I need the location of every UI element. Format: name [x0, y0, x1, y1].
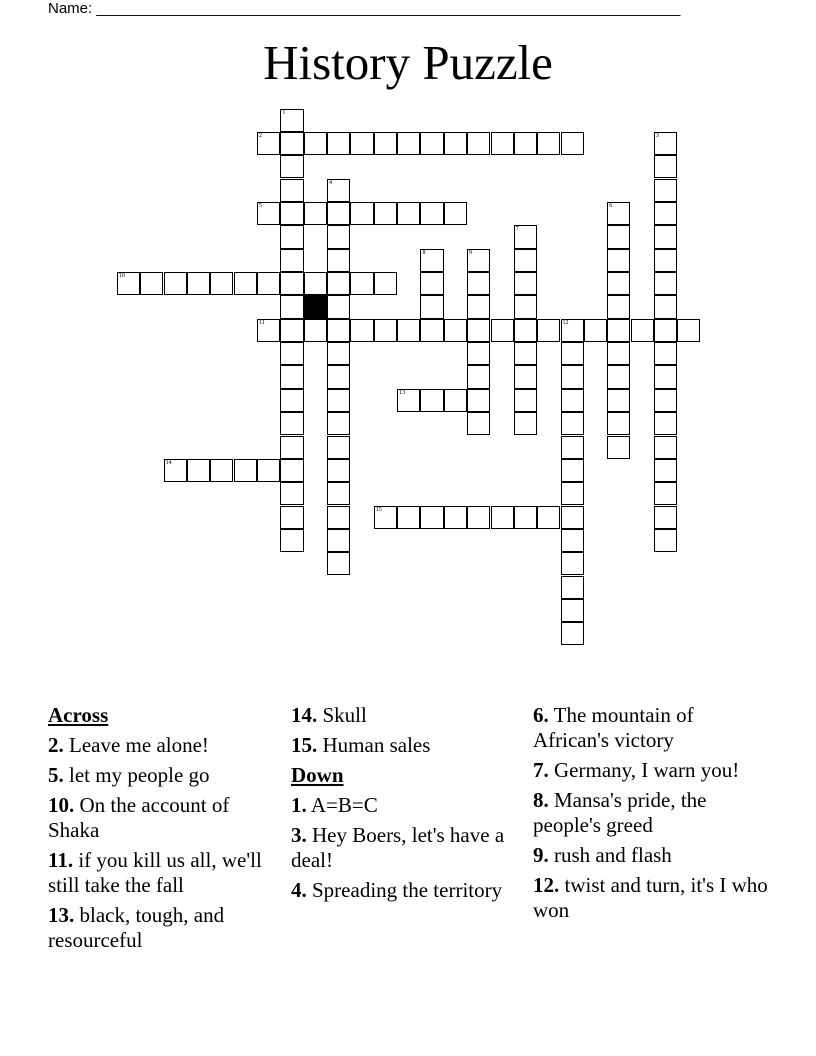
grid-cell[interactable]: [397, 202, 420, 225]
grid-cell[interactable]: [420, 389, 443, 412]
clue-across-13: [48, 903, 284, 953]
cell-number: 8: [422, 249, 426, 256]
grid-cell[interactable]: [280, 109, 303, 132]
clue-number: 12.: [533, 873, 560, 897]
grid-cell[interactable]: [257, 319, 280, 342]
clue-text: let my people go: [69, 763, 210, 787]
clue-number: 9.: [533, 843, 549, 867]
clue-down-12: [533, 873, 773, 923]
grid-cell[interactable]: [607, 412, 630, 435]
clue-down-1: [291, 793, 527, 818]
grid-cell[interactable]: [654, 295, 677, 318]
clue-number: 5.: [48, 763, 64, 787]
grid-cell[interactable]: [444, 132, 467, 155]
grid-cell[interactable]: [397, 506, 420, 529]
grid-cell[interactable]: [280, 342, 303, 365]
down-heading: Down: [291, 763, 344, 787]
cell-number: 14: [165, 459, 172, 466]
cell-number: 12: [562, 319, 569, 326]
grid-cell[interactable]: [491, 506, 514, 529]
grid-cell[interactable]: [514, 389, 537, 412]
grid-cell[interactable]: [327, 506, 350, 529]
clue-number: 1.: [291, 793, 307, 817]
clue-across-10: [48, 793, 284, 843]
clue-text: twist and turn, it's I who won: [533, 873, 768, 922]
grid-cell[interactable]: [607, 389, 630, 412]
grid-cell[interactable]: [327, 552, 350, 575]
grid-cell[interactable]: [537, 319, 560, 342]
grid-cell[interactable]: [514, 365, 537, 388]
grid-cell[interactable]: [607, 249, 630, 272]
grid-cell[interactable]: [257, 272, 280, 295]
grid-cell[interactable]: [654, 342, 677, 365]
grid-cell[interactable]: [327, 365, 350, 388]
grid-cell[interactable]: [514, 342, 537, 365]
grid-cell[interactable]: [561, 482, 584, 505]
clue-text: rush and flash: [554, 843, 672, 867]
grid-cell[interactable]: [327, 459, 350, 482]
grid-cell[interactable]: [654, 272, 677, 295]
grid-cell[interactable]: [561, 319, 584, 342]
grid-cell[interactable]: [654, 319, 677, 342]
clues-column-3: [533, 703, 773, 928]
grid-cell[interactable]: [257, 132, 280, 155]
page-title: History Puzzle: [263, 35, 553, 90]
grid-cell[interactable]: [561, 365, 584, 388]
cell-number: 6: [609, 203, 613, 209]
grid-cell[interactable]: [444, 319, 467, 342]
cell-number: 5: [259, 203, 262, 209]
grid-cell[interactable]: [654, 459, 677, 482]
clue-number: 13.: [48, 903, 75, 927]
clue-down-6: [533, 703, 773, 753]
grid-cell[interactable]: [654, 436, 677, 459]
grid-cell[interactable]: [584, 319, 607, 342]
grid-cell[interactable]: [374, 132, 397, 155]
clue-down-3: [291, 823, 527, 873]
grid-cell[interactable]: [164, 272, 187, 295]
black-square: [304, 295, 327, 318]
grid-cell[interactable]: [607, 342, 630, 365]
grid-cell[interactable]: [514, 272, 537, 295]
grid-cell[interactable]: [444, 506, 467, 529]
clue-text: Germany, I warn you!: [554, 758, 740, 782]
grid-cell[interactable]: [677, 319, 700, 342]
grid-cell[interactable]: [280, 202, 303, 225]
clue-text: Hey Boers, let's have a deal!: [291, 823, 505, 872]
grid-cell[interactable]: [561, 389, 584, 412]
clue-down-9: [533, 843, 773, 868]
grid-cell[interactable]: [420, 506, 443, 529]
clue-text: The mountain of African's victory: [533, 703, 694, 752]
grid-cell[interactable]: [654, 249, 677, 272]
clue-number: 6.: [533, 703, 549, 727]
grid-cell[interactable]: [420, 202, 443, 225]
grid-cell[interactable]: [561, 436, 584, 459]
grid-cell[interactable]: [304, 319, 327, 342]
clue-across-2: [48, 733, 284, 758]
grid-cell[interactable]: [654, 202, 677, 225]
grid-cell[interactable]: [420, 132, 443, 155]
grid-cell[interactable]: [654, 389, 677, 412]
clue-number: 8.: [533, 788, 549, 812]
cell-number: 1: [282, 109, 286, 116]
grid-cell[interactable]: [467, 249, 490, 272]
grid-cell[interactable]: [467, 272, 490, 295]
clue-text: Leave me alone!: [69, 733, 209, 757]
grid-cell[interactable]: [234, 459, 257, 482]
grid-cell[interactable]: [561, 599, 584, 622]
grid-cell[interactable]: [187, 459, 210, 482]
grid-cell[interactable]: [420, 272, 443, 295]
across-heading: Across: [48, 703, 109, 727]
clue-across-5: [48, 763, 284, 788]
grid-cell[interactable]: [280, 436, 303, 459]
clue-number: 3.: [291, 823, 307, 847]
grid-cell[interactable]: [654, 529, 677, 552]
grid-cell[interactable]: [327, 225, 350, 248]
grid-cell[interactable]: [654, 155, 677, 178]
grid-cell[interactable]: [514, 225, 537, 248]
grid-cell[interactable]: [561, 622, 584, 645]
grid-cell[interactable]: [561, 459, 584, 482]
grid-cell[interactable]: [304, 272, 327, 295]
grid-cell[interactable]: [327, 436, 350, 459]
clue-text: Mansa's pride, the people's greed: [533, 788, 707, 837]
grid-cell[interactable]: [327, 249, 350, 272]
grid-cell[interactable]: [561, 552, 584, 575]
clue-number: 11.: [48, 848, 74, 872]
grid-cell[interactable]: [467, 389, 490, 412]
grid-cell[interactable]: [280, 459, 303, 482]
clue-down-8: [533, 788, 773, 838]
grid-cell[interactable]: [280, 389, 303, 412]
grid-cell[interactable]: [561, 576, 584, 599]
grid-cell[interactable]: [467, 342, 490, 365]
clue-text: if you kill us all, we'll still take the fall: [48, 848, 262, 897]
cell-number: 11: [259, 319, 265, 326]
grid-cell[interactable]: [210, 272, 233, 295]
grid-cell[interactable]: [561, 412, 584, 435]
grid-cell[interactable]: [280, 155, 303, 178]
grid-cell[interactable]: [607, 295, 630, 318]
grid-cell[interactable]: [257, 459, 280, 482]
clues-column-2: [291, 703, 527, 908]
grid-cell[interactable]: [327, 202, 350, 225]
clue-text: Skull: [322, 703, 367, 727]
grid-cell[interactable]: [327, 342, 350, 365]
grid-cell[interactable]: [654, 179, 677, 202]
clue-number: 7.: [533, 758, 549, 782]
grid-cell[interactable]: [327, 482, 350, 505]
grid-cell[interactable]: [607, 319, 630, 342]
grid-cell[interactable]: [607, 436, 630, 459]
grid-cell[interactable]: [444, 202, 467, 225]
grid-cell[interactable]: [607, 365, 630, 388]
clue-number: 4.: [291, 878, 307, 902]
grid-cell[interactable]: [164, 459, 187, 482]
name-field[interactable]: Name: ______________________________________________________________________: [48, 0, 681, 17]
clue-text: Spreading the territory: [312, 878, 503, 902]
grid-cell[interactable]: [327, 319, 350, 342]
clue-text: On the account of Shaka: [48, 793, 230, 842]
grid-cell[interactable]: [350, 272, 373, 295]
grid-cell[interactable]: [327, 529, 350, 552]
clue-across-14: [291, 703, 527, 728]
clue-down-4: [291, 878, 527, 903]
grid-cell[interactable]: [514, 412, 537, 435]
grid-cell[interactable]: [654, 132, 677, 155]
cell-number: 4: [329, 179, 333, 186]
grid-cell[interactable]: [514, 132, 537, 155]
grid-cell[interactable]: [514, 249, 537, 272]
grid-cell[interactable]: [467, 295, 490, 318]
cell-number: 15: [375, 506, 382, 513]
grid-cell[interactable]: [397, 132, 420, 155]
grid-cell[interactable]: [187, 272, 210, 295]
grid-cell[interactable]: [561, 132, 584, 155]
grid-cell[interactable]: [280, 365, 303, 388]
grid-cell[interactable]: [561, 506, 584, 529]
grid-cell[interactable]: [210, 459, 233, 482]
grid-cell[interactable]: [374, 202, 397, 225]
grid-cell[interactable]: [304, 132, 327, 155]
grid-cell[interactable]: [491, 319, 514, 342]
clue-across-11: [48, 848, 284, 898]
grid-cell[interactable]: [117, 272, 140, 295]
grid-cell[interactable]: [561, 529, 584, 552]
grid-cell[interactable]: [374, 272, 397, 295]
grid-cell[interactable]: [654, 506, 677, 529]
grid-cell[interactable]: [607, 202, 630, 225]
grid-cell[interactable]: [327, 295, 350, 318]
grid-cell[interactable]: [467, 319, 490, 342]
grid-cell[interactable]: [514, 319, 537, 342]
grid-cell[interactable]: [607, 272, 630, 295]
grid-cell[interactable]: [607, 225, 630, 248]
clue-number: 10.: [48, 793, 75, 817]
grid-cell[interactable]: [654, 482, 677, 505]
cell-number: 7: [515, 226, 519, 233]
clue-across-15: [291, 733, 527, 758]
grid-cell[interactable]: [280, 319, 303, 342]
grid-cell[interactable]: [654, 225, 677, 248]
grid-cell[interactable]: [280, 529, 303, 552]
grid-cell[interactable]: [537, 506, 560, 529]
grid-cell[interactable]: [420, 295, 443, 318]
grid-cell[interactable]: [631, 319, 654, 342]
grid-cell[interactable]: [467, 365, 490, 388]
grid-cell[interactable]: [514, 506, 537, 529]
clue-number: 15.: [291, 733, 318, 757]
grid-cell[interactable]: [654, 365, 677, 388]
grid-cell[interactable]: [467, 506, 490, 529]
cell-number: 9: [469, 249, 473, 256]
grid-cell[interactable]: [467, 132, 490, 155]
grid-cell[interactable]: [327, 179, 350, 202]
clues-column-1: [48, 703, 284, 958]
grid-cell[interactable]: [350, 132, 373, 155]
clue-text: Human sales: [322, 733, 431, 757]
grid-cell[interactable]: [537, 132, 560, 155]
grid-cell[interactable]: [514, 295, 537, 318]
grid-cell[interactable]: [420, 319, 443, 342]
cell-number: 10: [118, 273, 125, 280]
grid-cell[interactable]: [257, 202, 280, 225]
cell-number: 2: [259, 132, 262, 139]
grid-cell[interactable]: [491, 132, 514, 155]
grid-cell[interactable]: [304, 202, 327, 225]
grid-cell[interactable]: [467, 412, 490, 435]
grid-cell[interactable]: [397, 389, 420, 412]
clue-text: black, tough, and resourceful: [48, 903, 225, 952]
grid-cell[interactable]: [280, 482, 303, 505]
grid-cell[interactable]: [561, 342, 584, 365]
grid-cell[interactable]: [280, 272, 303, 295]
clue-text: A=B=C: [310, 793, 378, 817]
grid-cell[interactable]: [374, 319, 397, 342]
grid-cell[interactable]: [374, 506, 397, 529]
grid-cell[interactable]: [350, 202, 373, 225]
grid-cell[interactable]: [280, 412, 303, 435]
grid-cell[interactable]: [327, 132, 350, 155]
grid-cell[interactable]: [280, 225, 303, 248]
grid-cell[interactable]: [327, 412, 350, 435]
grid-cell[interactable]: [420, 249, 443, 272]
grid-cell[interactable]: [327, 389, 350, 412]
clue-number: 2.: [48, 733, 64, 757]
grid-cell[interactable]: [350, 319, 373, 342]
cell-number: 13: [399, 389, 406, 396]
grid-cell[interactable]: [327, 272, 350, 295]
grid-cell[interactable]: [280, 506, 303, 529]
grid-cell[interactable]: [280, 249, 303, 272]
grid-cell[interactable]: [444, 389, 467, 412]
clue-down-7: [533, 758, 773, 783]
grid-cell[interactable]: [234, 272, 257, 295]
clue-number: 14.: [291, 703, 318, 727]
grid-cell[interactable]: [140, 272, 163, 295]
grid-cell[interactable]: [397, 319, 420, 342]
cell-number: 3: [655, 132, 659, 139]
grid-cell[interactable]: [280, 295, 303, 318]
grid-cell[interactable]: [654, 412, 677, 435]
grid-cell[interactable]: [280, 179, 303, 202]
grid-cell[interactable]: [280, 132, 303, 155]
